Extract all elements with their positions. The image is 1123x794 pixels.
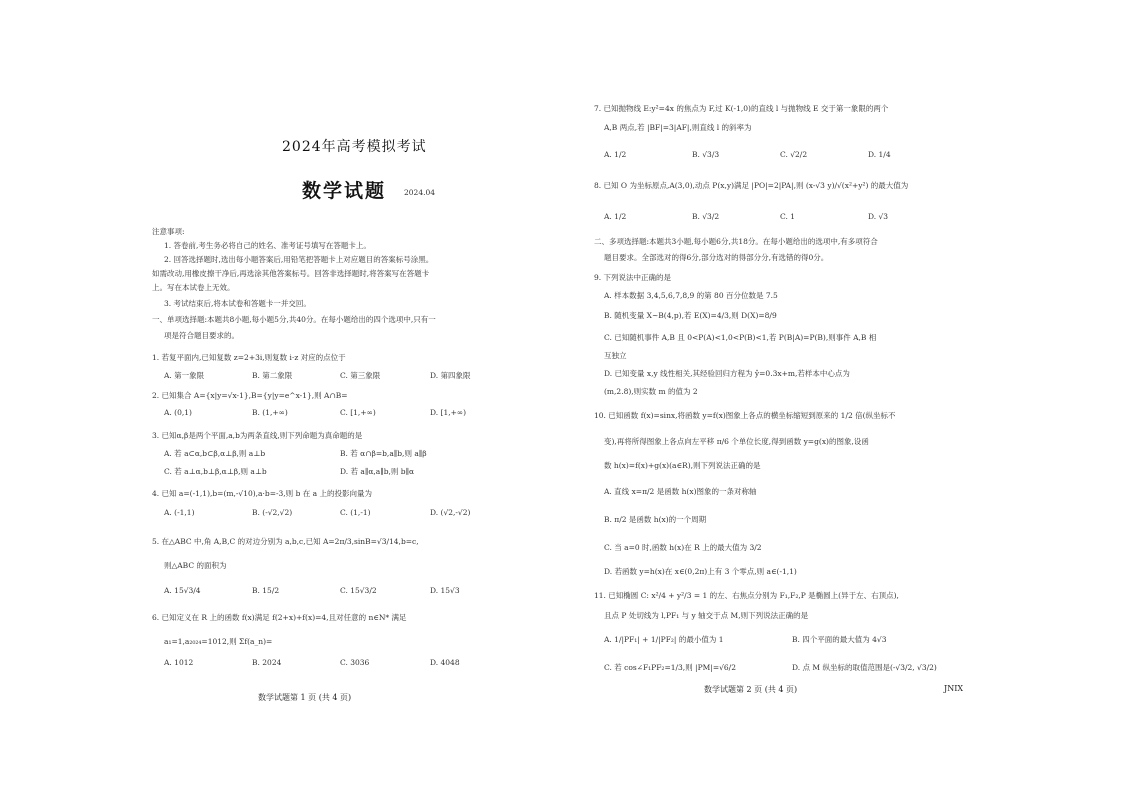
option: A. 直线 x=π/2 是函数 h(x)图象的一条对称轴 — [604, 487, 757, 496]
option: A. 若 a⊂α,b⊂β,α⊥β,则 a⊥b — [164, 449, 266, 458]
section2-header: 题目要求。全部选对的得6分,部分选对的得部分分,有选错的得0分。 — [604, 253, 829, 262]
option: C. √2/2 — [780, 150, 808, 159]
option: D. 第四象限 — [430, 371, 471, 380]
option: B. 若 α∩β=b,a∥b,则 a∥β — [340, 449, 427, 458]
option: C. 第三象限 — [340, 371, 381, 380]
option: A. 1/2 — [604, 150, 627, 159]
question-stem: 9. 下列说法中正确的是 — [594, 273, 672, 282]
question-stem: 1. 若复平面内,已知复数 z=2+3i,则复数 i·z 对应的点位于 — [152, 353, 346, 362]
option: D. (√2,-√2) — [430, 508, 471, 517]
option: A. (-1,1) — [164, 508, 195, 517]
exam-subject: 数学试题 — [302, 180, 387, 202]
option: C. [1,+∞) — [340, 408, 376, 417]
option: D. 已知变量 x,y 线性相关,其经验回归方程为 ŷ=0.3x+m,若样本中心点为 — [604, 369, 850, 378]
exam-date: 2024.04 — [404, 188, 436, 197]
option: C. 若 cos∠F₁PF₂=1/3,则 |PM|=√6/2 — [604, 663, 736, 672]
section1-header: 项是符合题目要求的。 — [164, 331, 239, 340]
option: C. (1,-1) — [340, 508, 371, 517]
option: C. 当 a=0 时,函数 h(x)在 R 上的最大值为 3/2 — [604, 543, 762, 552]
exam-title: 2024年高考模拟考试 — [282, 139, 427, 155]
question-stem: 7. 已知抛物线 E:y²=4x 的焦点为 F,过 K(-1,0)的直线 l 与抛物线 E 交于第一象限的两个 — [594, 104, 889, 113]
notes-item: 1. 答卷前,考生务必将自己的姓名、准考证号填写在答题卡上。 — [164, 241, 371, 250]
option: A. 1/|PF₁| + 1/|PF₂| 的最小值为 1 — [604, 635, 724, 644]
option: B. 2024 — [252, 658, 282, 667]
question-stem: 变),再将所得图象上各点向左平移 π/6 个单位长度,得到函数 y=g(x)的图象,设函 — [604, 437, 869, 446]
question-stem: 8. 已知 O 为坐标原点,A(3,0),动点 P(x,y)满足 |PO|=2|PA|,则 (x-√3 y)/√(x²+y²) 的最大值为 — [594, 181, 909, 190]
option: B. π/2 是函数 h(x)的一个周期 — [604, 515, 707, 524]
option: D. 若函数 y=h(x)在 x∈(0,2π)上有 3 个零点,则 a∈(-1,1) — [604, 567, 797, 576]
question-stem: 5. 在△ABC 中,角 A,B,C 的对边分别为 a,b,c,已知 A=2π/3,sinB=√3/14,b=c, — [152, 537, 419, 546]
notes-item: 如需改动,用橡皮擦干净后,再选涂其他答案标号。回答非选择题时,将答案写在答题卡 — [152, 269, 430, 278]
notes-item: 上。写在本试卷上无效。 — [152, 283, 235, 292]
option: D. 15√3 — [430, 586, 460, 595]
option: B. √3/2 — [692, 212, 720, 221]
notes-item: 2. 回答选择题时,选出每小题答案后,用铅笔把答题卡上对应题目的答案标号涂黑。 — [164, 255, 434, 264]
option: A. 1012 — [164, 658, 194, 667]
option: B. 15/2 — [252, 586, 280, 595]
notes-heading: 注意事项: — [152, 227, 185, 236]
question-stem: 11. 已知椭圆 C: x²/4 + y²/3 = 1 的左、右焦点分别为 F₁,F₂,P 是椭圆上(异于左、右顶点), — [594, 591, 899, 600]
option: A. 样本数据 3,4,5,6,7,8,9 的第 80 百分位数是 7.5 — [604, 291, 778, 300]
option: B. (-√2,√2) — [252, 508, 293, 517]
question-stem: A,B 两点,若 |BF|=3|AF|,则直线 l 的斜率为 — [604, 123, 752, 132]
option: (m,2.8),则实数 m 的值为 2 — [604, 387, 698, 396]
option: A. (0,1) — [164, 408, 192, 417]
option: D. 4048 — [430, 658, 460, 667]
option: B. √3/3 — [692, 150, 720, 159]
question-stem: 3. 已知α,β是两个平面,a,b为两条直线,则下列命题为真命题的是 — [152, 431, 363, 440]
page-footer: 数学试题第 2 页 (共 4 页) — [704, 685, 798, 694]
option: D. 点 M 纵坐标的取值范围是(-√3/2, √3/2) — [792, 663, 937, 672]
option: 互独立 — [604, 351, 627, 360]
option: B. (1,+∞) — [252, 408, 288, 417]
question-stem: 6. 已知定义在 R 上的函数 f(x)满足 f(2+x)+f(x)=4,且对任意的 n∈N* 满足 — [152, 613, 407, 622]
option: C. 3036 — [340, 658, 370, 667]
option: D. √3 — [868, 212, 889, 221]
question-stem: 且点 P 处切线为 l,PF₁ 与 y 轴交于点 M,则下列说法正确的是 — [604, 611, 809, 620]
question-stem: 10. 已知函数 f(x)=sinx,将函数 y=f(x)图象上各点的横坐标缩短到原来的 1/2 倍(纵坐标不 — [594, 411, 896, 420]
option: B. 四个平面的最大值为 4√3 — [792, 635, 887, 644]
option: C. 15√3/2 — [340, 586, 377, 595]
option: C. 已知随机事件 A,B 且 0<P(A)<1,0<P(B)<1,若 P(B|A)=P(B),则事件 A,B 相 — [604, 333, 877, 342]
option: D. 若 a∥α,a∥b,则 b∥α — [340, 467, 415, 476]
option: D. [1,+∞) — [430, 408, 467, 417]
option: A. 15√3/4 — [164, 586, 201, 595]
option: C. 若 a⊥α,b⊥β,α⊥β,则 a⊥b — [164, 467, 267, 476]
question-stem: 4. 已知 a=(-1,1),b=(m,-√10),a·b=-3,则 b 在 a 上的投影向量为 — [152, 489, 372, 498]
page-footer: 数学试题第 1 页 (共 4 页) — [258, 693, 352, 702]
option: A. 1/2 — [604, 212, 627, 221]
question-stem: 数 h(x)=f(x)+g(x)(a∈R),则下列说法正确的是 — [604, 461, 761, 470]
question-stem: a₁=1,a₂₀₂₄=1012,则 Σf(a_n)= — [164, 637, 273, 646]
option: D. 1/4 — [868, 150, 891, 159]
notes-item: 3. 考试结束后,将本试卷和答题卡一并交回。 — [164, 299, 311, 308]
section1-header: 一、单项选择题:本题共8小题,每小题5分,共40分。在每小题给出的四个选项中,只有一 — [152, 315, 436, 324]
option: C. 1 — [780, 212, 796, 221]
option: B. 第二象限 — [252, 371, 293, 380]
question-stem: 则△ABC 的面积为 — [164, 561, 227, 570]
option: A. 第一象限 — [164, 371, 205, 380]
exam-code: JNIX — [944, 684, 964, 693]
option: B. 随机变量 X~B(4,p),若 E(X)=4/3,则 D(X)=8/9 — [604, 311, 777, 320]
section2-header: 二、多项选择题:本题共3小题,每小题6分,共18分。在每小题给出的选项中,有多项符合 — [594, 237, 878, 246]
question-stem: 2. 已知集合 A={x|y=√x-1},B={y|y=e^x-1},则 A∩B= — [152, 391, 348, 400]
